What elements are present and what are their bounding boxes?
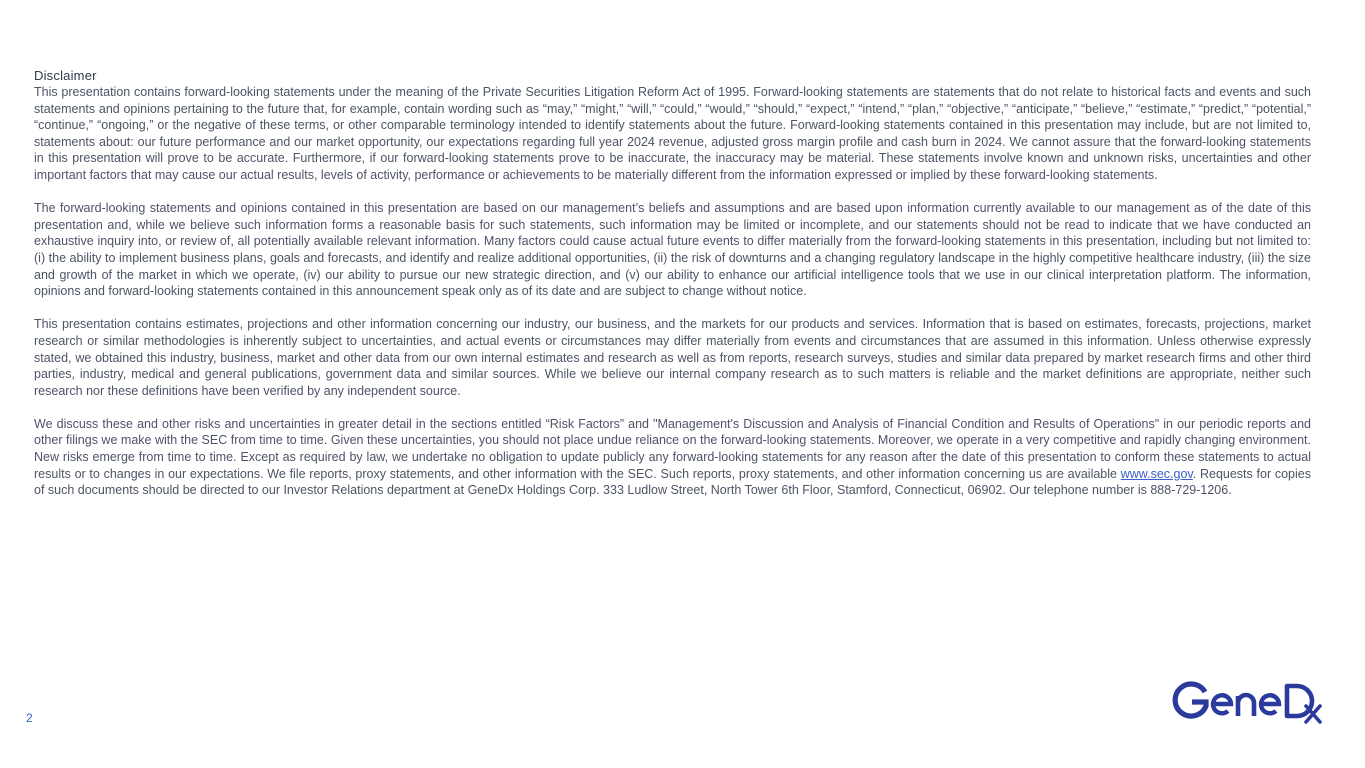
page-number: 2 bbox=[26, 711, 33, 725]
disclaimer-paragraph-3: This presentation contains estimates, projections and other information concerning our industry, our business, and the markets for our products and services. Information that is based on estimates, forecasts, projections, market research or similar methodologies is inherently subject to uncertainties, and actual events or circumstances may differ materially from events and circumstances that are assumed in this information. Unless otherwise expressly stated, we obtained this industry, business, market and other data from our own internal estimates and research as well as from reports, research surveys, studies and similar data prepared by market research firms and other third parties, industry, medical and general publications, government data and similar sources. While we believe our internal company research as to such matters is reliable and the market definitions are appropriate, neither such research nor these definitions have been verified by any independent source. bbox=[34, 317, 1311, 398]
paragraph-4-text-start: We discuss these and other risks and uncertainties in greater detail in the sections entitled “Risk Factors” and "Management's Discussion and Analysis of Financial Condition and Results of Operations" in our periodic reports and other filings we make with the SEC from time to time. Given these uncertainties, you should not place undue reliance on the forward-looking statements. Moreover, we operate in a very competitive and rapidly changing environment. New risks emerge from time to time. Except as required by law, we undertake no obligation to update publicly any forward-looking statements for any reason after the date of this presentation to conform these statements to actual results or to changes in our expectations. We file reports, proxy statements, and other information with the SEC. Such reports, proxy statements, and other information concerning us are available bbox=[34, 416, 1311, 481]
genedx-logo-mark bbox=[1172, 680, 1324, 724]
sec-website-link[interactable]: www.sec.gov bbox=[1120, 466, 1193, 481]
disclaimer-heading: Disclaimer bbox=[34, 68, 97, 83]
disclaimer-section bbox=[34, 68, 1311, 515]
disclaimer-paragraph-2: The forward-looking statements and opinions contained in this presentation are based on our management’s beliefs and assumptions and are based upon information currently available to our management as of the date of this presentation and, while we believe such information forms a reasonable basis for such statements, such information may be limited or incomplete, and our statements should not be read to indicate that we have conducted an exhaustive inquiry into, or review of, all potentially available relevant information. Many factors could cause actual future events to differ materially from the forward-looking statements in this presentation, including but not limited to: (i) the ability to implement business plans, goals and forecasts, and identify and realize additional opportunities, (ii) the risk of downturns and a changing regulatory landscape in the highly competitive healthcare industry, (iii) the size and growth of the market in which we operate, (iv) our ability to pursue our new strategic direction, and (v) our ability to enhance our artificial intelligence tools that we use in our clinical interpretation platform. The information, opinions and forward-looking statements contained in this announcement speak only as of its date and are subject to change without notice. bbox=[34, 201, 1311, 299]
genedx-logo bbox=[1172, 680, 1324, 729]
disclaimer-paragraph-4 bbox=[34, 416, 1311, 499]
paragraph-4-text-end: . Requests for copies of such documents should be directed to our Investor Relations department at GeneDx Holdings Corp. 333 Ludlow Street, North Tower 6th Floor, Stamford, Connecticut, 06902. Our telephone number is 888-729-1206. bbox=[34, 466, 1311, 498]
disclaimer-paragraph-1: This presentation contains forward-looking statements under the meaning of the Private Securities Litigation Reform Act of 1995. Forward-looking statements are statements that do not relate to historical facts and events and such statements and opinions pertaining to the future that, for example, contain wording such as “may,” “might,” “will,” “could,” “would,” “should,” “expect,” “intend,” “plan,” “objective,” “anticipate,” “believe,” “estimate,” “predict,” “potential,” “continue,” “ongoing,” or the negative of these terms, or other comparable terminology intended to identify statements about the future. Forward-looking statements contained in this presentation may include, but are not limited to, statements about: our future performance and our market opportunity, our expectations regarding full year 2024 revenue, adjusted gross margin profile and cash burn in 2024. We cannot assure that the forward-looking statements in this presentation will prove to be accurate. Furthermore, if our forward-looking statements prove to be inaccurate, the inaccuracy may be material. These statements involve known and unknown risks, uncertainties and other important factors that may cause our actual results, levels of activity, performance or achievements to be materially different from the information expressed or implied by these forward-looking statements. bbox=[34, 85, 1311, 182]
